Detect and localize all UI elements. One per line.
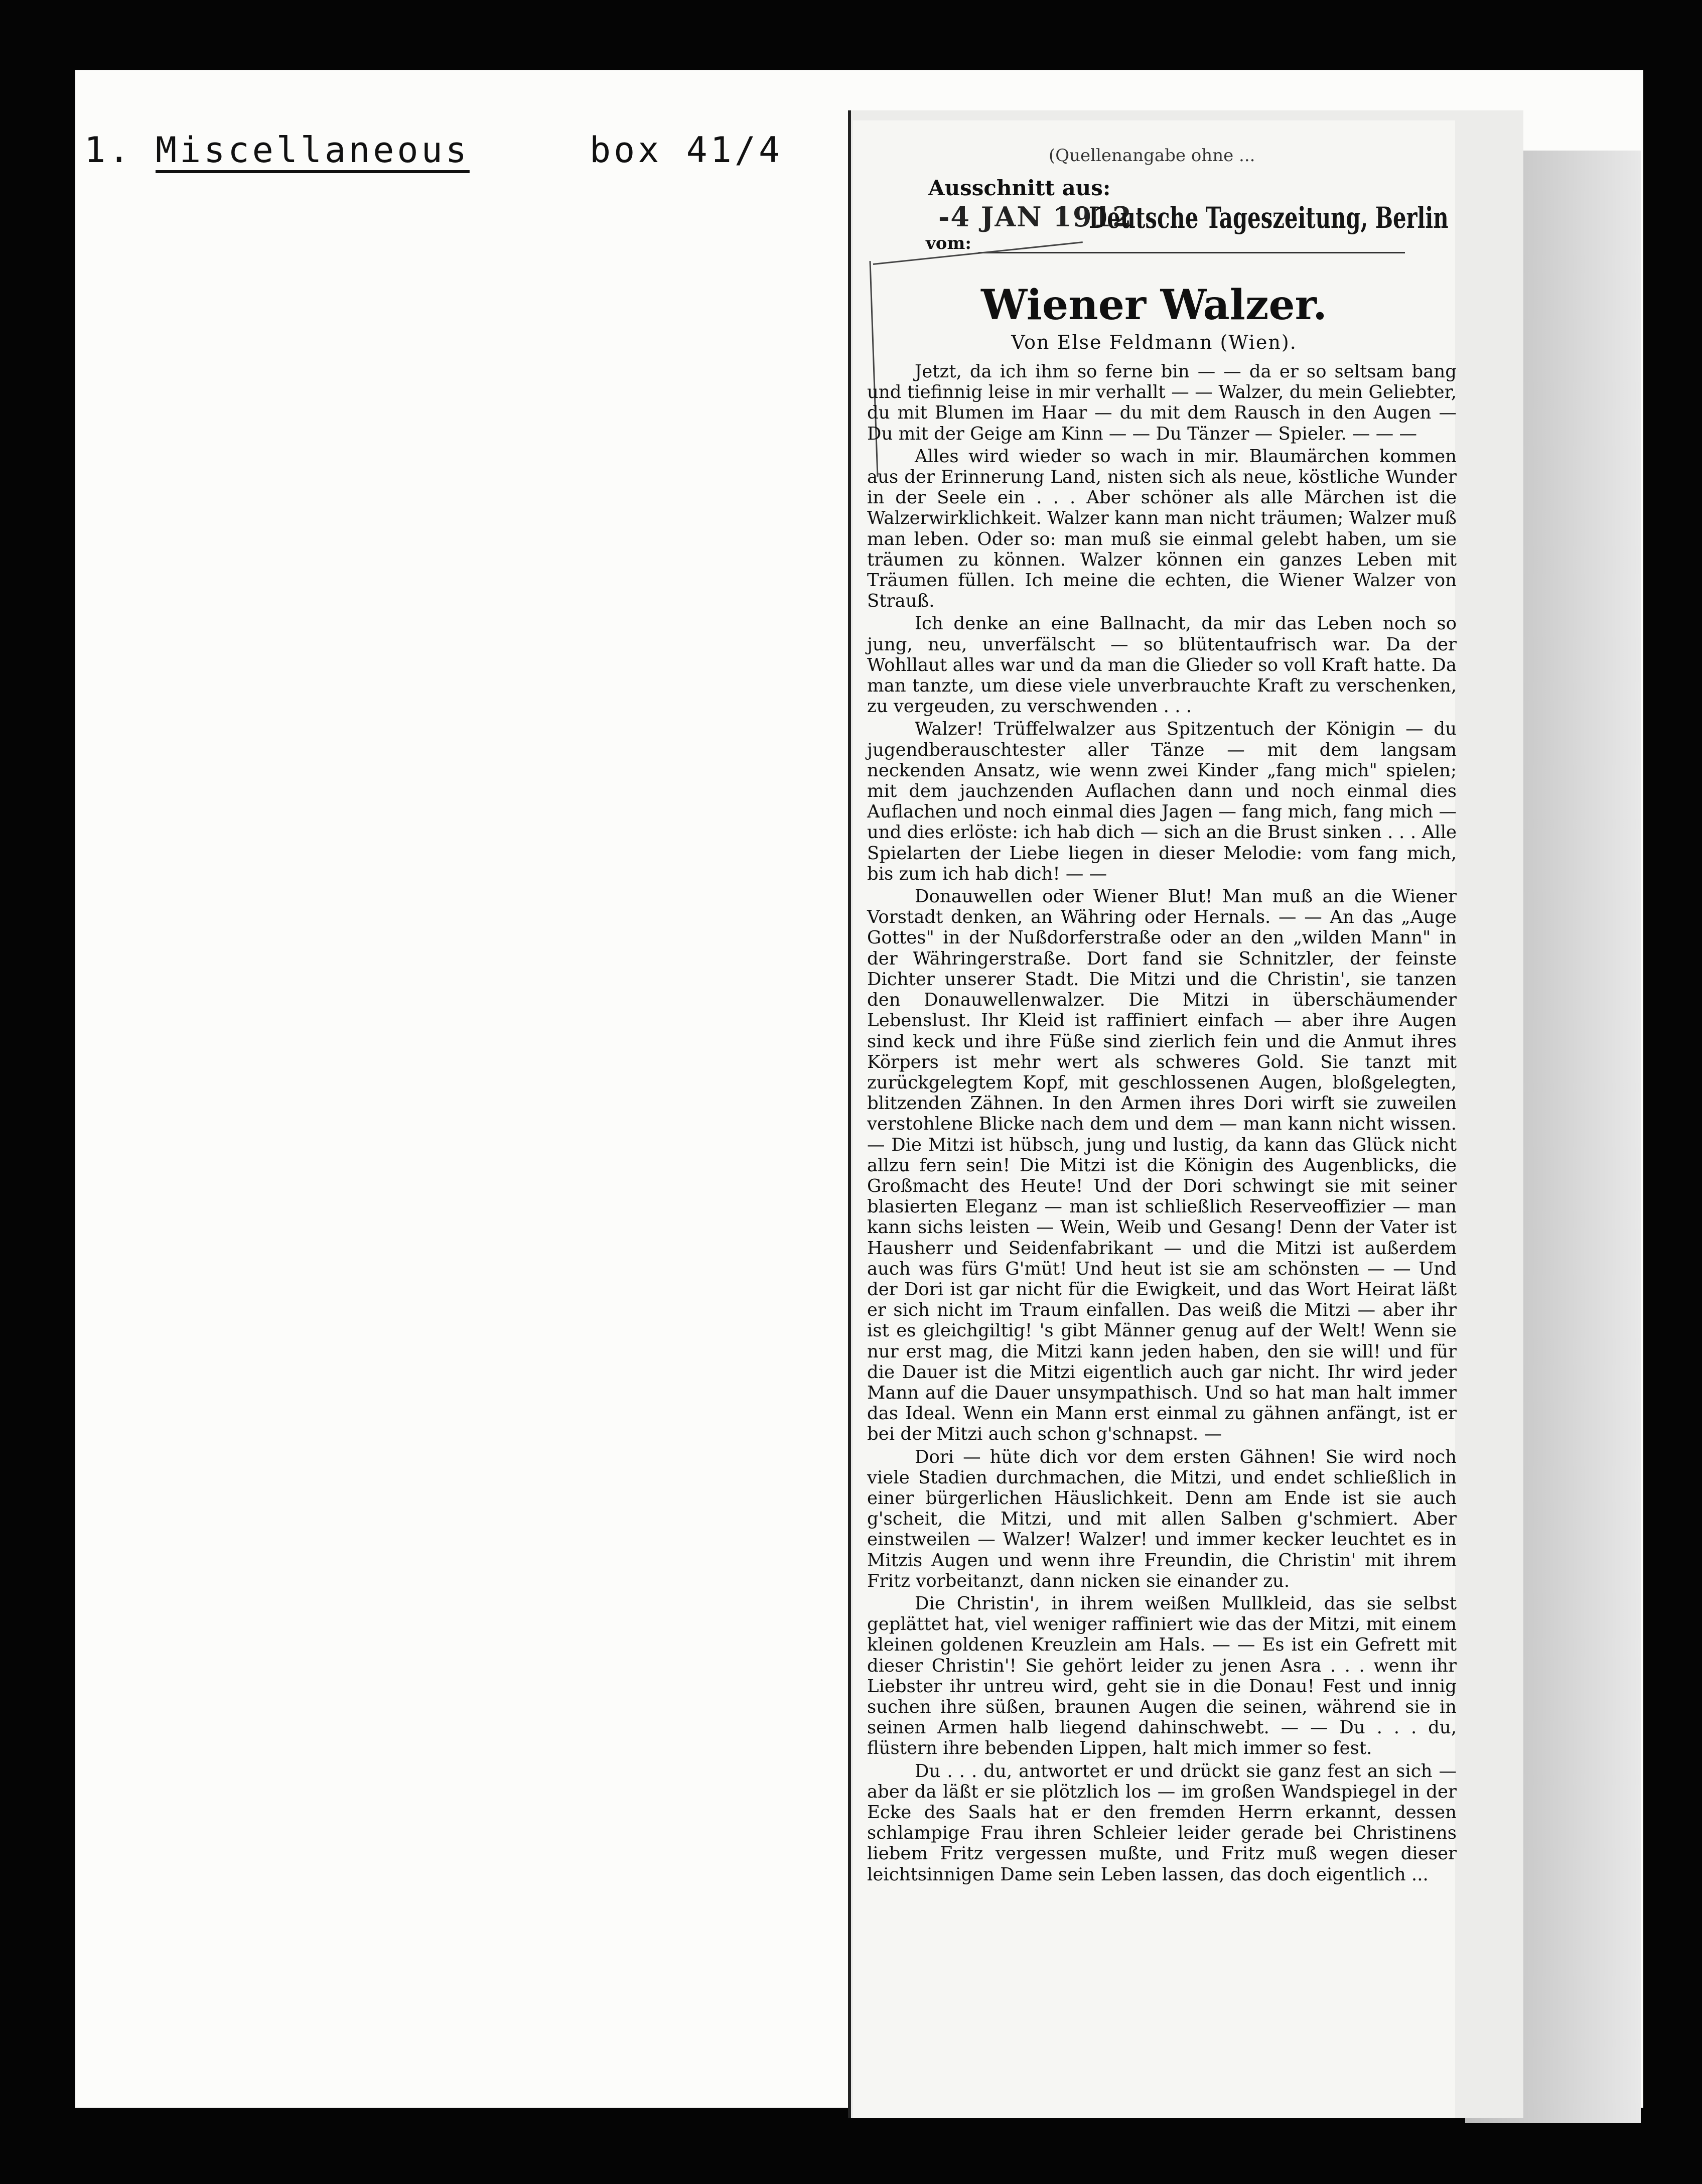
- article-paragraph: Du . . . du, antwortet er und drückt sie ganz fest an sich — aber da läßt er sie plötzlich los — im großen Wandspiegel in der Ecke des Saals hat er den fremden Herrn erkannt, dessen schlampige Frau ihren Schleier leider gerade bei Christinens liebem Fritz vergessen mußte, und Fritz muß wegen dieser leichtsinnigen Dame sein Leben lassen, das doch eigentlich ...: [867, 1760, 1457, 1885]
- article-paragraph: Ich denke an eine Ballnacht, da mir das Leben noch so jung, neu, unverfälscht — so blütentaufrisch war. Da der Wohllaut alles war und da man die Glieder so voll Kraft hatte. Da man tanzte, um diese viele unverbrauchte Kraft zu verschenken, zu vergeuden, zu verschwenden . . .: [867, 613, 1457, 717]
- article-byline: Von Else Feldmann (Wien).: [1011, 331, 1297, 353]
- article-paragraph: Dori — hüte dich vor dem ersten Gähnen! Sie wird noch viele Stadien durchmachen, die Mitzi, und endet schließlich in einer bürgerlichen Häuslichkeit. Denn am Ende ist sie auch g'scheit, die Mitzi, und mit allen Salben g'schmiert. Aber einstweilen — Walzer! Walzer! und immer kecker leuchtet es in Mitzis Augen und wenn ihre Freundin, die Christin' mit ihrem Fritz vorbeitanzt, dann nicken sie einander zu.: [867, 1446, 1457, 1591]
- box-number: box 41/4: [590, 129, 783, 171]
- source-note: (Quellenangabe ohne ...: [1049, 146, 1255, 166]
- cutout-label: Ausschnitt aus:: [928, 176, 1111, 200]
- article-paragraph: Walzer! Trüffelwalzer aus Spitzentuch der Königin — du jugendberauschtester aller Tänze — mit dem langsam neckenden Ansatz, wie wenn zwei Kinder „fang mich" spielen; mit dem jauchzenden Auflachen dann und noch einmal dies Auflachen und noch einmal dies Jagen — fang mich, fang mich — und dies erlöste: ich hab dich — sich an die Brust sinken . . . Alle Spielarten der Liebe liegen in dieser Melodie: vom fang mich, bis zum ich hab dich! — —: [867, 719, 1457, 884]
- article-paragraph: Donauwellen oder Wiener Blut! Man muß an die Wiener Vorstadt denken, an Währing oder Hernals. — — An das „Auge Gottes" in der Nußdorferstraße oder an den „wilden Mann" in der Währingerstraße. Dort fand sie Schnitzler, der feinste Dichter unserer Stadt. Die Mitzi und die Christin', sie tanzen den Donauwellenwalzer. Die Mitzi in überschäumender Lebenslust. Ihr Kleid ist raffiniert einfach — aber ihre Augen sind keck und ihre Füße sind zierlich fein und die Anmut ihres Körpers ist mehr wert als schweres Gold. Sie tanzt mit zurückgelegtem Kopf, mit geschlossenen Augen, bloßgelegten, blitzenden Zähnen. In den Armen ihres Dori wirft sie zuweilen verstohlene Blicke nach dem und dem — man kann nicht wissen. — Die Mitzi ist hübsch, jung und lustig, da kann das Glück nicht allzu fern sein! Die Mitzi ist die Königin des Augenblicks, die Großmacht des Heute! Und der Dori schwingt sie mit seiner blasierten Eleganz — man ist schließlich Reserveoffizier — man kann sichs leisten — Wein, Weib und Gesang! Denn der Vater ist Hausherr und Seidenfabrikant — und die Mitzi ist außerdem auch was fürs G'müt! Und heut ist sie am schönsten — — Und der Dori ist gar nicht für die Ewigkeit, und das Wort Heirat läßt er sich nicht im Traum einfallen. Das weiß die Mitzi — aber ihr ist es gleichgiltig! 's gibt Männer genug auf der Welt! Wenn sie nur erst mag, die Mitzi kann jeden haben, den sie will! und für die Dauer ist die Mitzi eigentlich auch gar nicht. Ihr wird jeder Mann auf die Dauer unsympathisch. Und so hat man halt immer das Ideal. Wenn ein Mann erst einmal zu gähnen anfängt, ist er bei der Mitzi auch schon g'schnapst. —: [867, 886, 1457, 1445]
- article-title: Wiener Walzer.: [981, 281, 1327, 329]
- article-paragraph: Alles wird wieder so wach in mir. Blaumärchen kommen aus der Erinnerung Land, nisten sich als neue, köstliche Wunder in der Seele ein . . . Aber schöner als alle Märchen ist die Walzerwirklichkeit. Walzer kann man nicht träumen; Walzer muß man leben. Oder so: man muß sie einmal gelebt haben, um sie träumen zu können. Walzer können ein ganzes Leben mit Träumen füllen. Ich meine die echten, die Wiener Walzer von Strauß.: [867, 446, 1457, 612]
- folder-number: 1.: [84, 129, 133, 171]
- from-label: vom:: [926, 233, 971, 253]
- article-paragraph: Die Christin', in ihrem weißen Mullkleid, das sie selbst geplättet hat, viel weniger raffiniert wie das der Mitzi, mit einem kleinen goldenen Kreuzlein am Hals. — — Es ist ein Gefrett mit dieser Christin'! Sie gehört leider zu jenen Asra . . . wenn ihr Liebster ihr untreu wird, geht sie in die Donau! Fest und innig suchen ihre süßen, braunen Augen die seinen, während sie in seinen Armen halb liegend dahinschwebt. — — Du . . . du, flüstern ihre bebenden Lippen, halt mich immer so fest.: [867, 1593, 1457, 1759]
- article-body: [867, 361, 1457, 1887]
- article-paragraph: Jetzt, da ich ihm so ferne bin — — da er so seltsam bang und tiefinnig leise in mir verhallt — — Walzer, du mein Geliebter, du mit Blumen im Haar — du mit dem Rausch in den Augen — Du mit der Geige am Kinn — — Du Tänzer — Spieler. — — —: [867, 361, 1457, 444]
- stamp-rule: [978, 252, 1405, 253]
- newspaper-name: Deutsche Tageszeitung, Berlin: [1089, 201, 1449, 235]
- newspaper-clipping: [853, 120, 1455, 2118]
- folder-category: Miscellaneous: [156, 129, 470, 171]
- date-stamp: -4 JAN 1912: [938, 201, 1132, 233]
- folder-header: [75, 129, 848, 205]
